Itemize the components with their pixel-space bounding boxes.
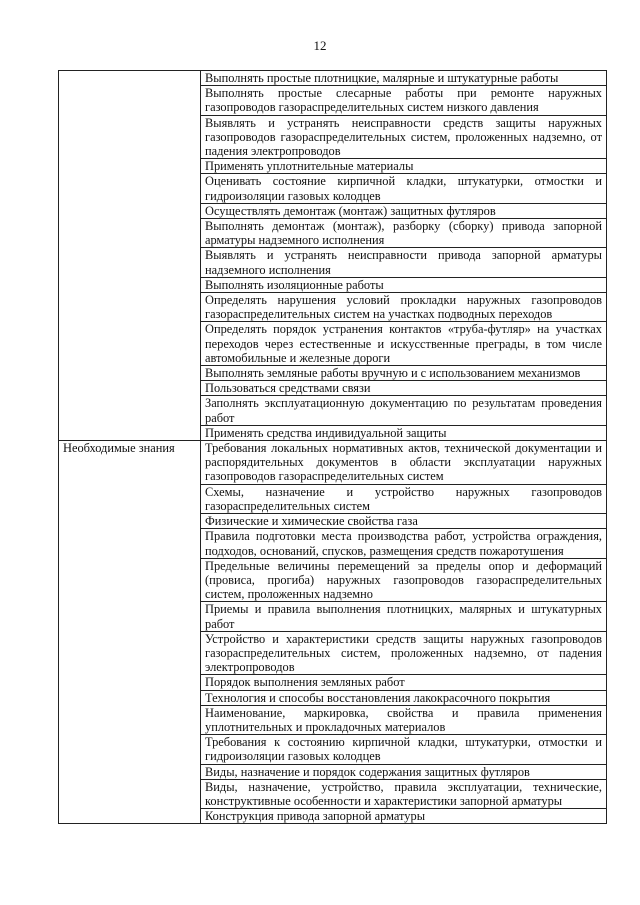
skill-item: Заполнять эксплуатационную документацию по результатам проведения работ: [201, 396, 607, 425]
knowledge-item: Виды, назначение, устройство, правила эксплуатации, технические, конструктивные особенности и характеристики запорной арматуры: [201, 779, 607, 808]
skill-item: Оценивать состояние кирпичной кладки, штукатурки, отмостки и гидроизоляции газовых колодцев: [201, 174, 607, 203]
knowledge-item: Порядок выполнения земляных работ: [201, 675, 607, 690]
knowledge-item: Схемы, назначение и устройство наружных газопроводов газораспределительных систем: [201, 484, 607, 513]
page-number: 12: [313, 38, 327, 53]
knowledge-item: Правила подготовки места производства работ, устройства ограждения, подходов, оснований, спусков, размещения средств пожаротушения: [201, 529, 607, 558]
knowledge-item: Физические и химические свойства газа: [201, 514, 607, 529]
knowledge-item: Конструкция привода запорной арматуры: [201, 809, 607, 824]
knowledge-item: Наименование, маркировка, свойства и правила применения уплотнительных и прокладочных материалов: [201, 705, 607, 734]
knowledge-section-label: Необходимые знания: [59, 441, 201, 824]
requirements-table-body: [59, 71, 607, 824]
knowledge-item: Требования локальных нормативных актов, технической документации и распорядительных документов в области эксплуатации наружных газопроводов газораспределительных систем: [201, 441, 607, 485]
skill-item: Выявлять и устранять неисправности привода запорной арматуры надземного исполнения: [201, 248, 607, 277]
skill-item: Выполнять изоляционные работы: [201, 277, 607, 292]
skill-item: Осуществлять демонтаж (монтаж) защитных футляров: [201, 203, 607, 218]
knowledge-item: Требования к состоянию кирпичной кладки, штукатурки, отмостки и гидроизоляции газовых колодцев: [201, 735, 607, 764]
skill-item: Выполнять простые плотницкие, малярные и штукатурные работы: [201, 71, 607, 86]
skill-item: Определять нарушения условий прокладки наружных газопроводов газораспределительных систем на участках подводных переходов: [201, 293, 607, 322]
knowledge-item: Приемы и правила выполнения плотницких, малярных и штукатурных работ: [201, 602, 607, 631]
skill-item: Пользоваться средствами связи: [201, 381, 607, 396]
skill-item: Выполнять земляные работы вручную и с использованием механизмов: [201, 366, 607, 381]
knowledge-item: Технология и способы восстановления лакокрасочного покрытия: [201, 690, 607, 705]
skills-section-label: [59, 71, 201, 441]
knowledge-item: Предельные величины перемещений за пределы опор и деформаций (провиса, прогиба) наружных газопроводов газораспределительных систем, проложенных надземно: [201, 558, 607, 602]
skill-item: Применять уплотнительные материалы: [201, 159, 607, 174]
knowledge-item: Устройство и характеристики средств защиты наружных газопроводов газораспределительных систем, проложенных надземно, от падения электропроводов: [201, 631, 607, 675]
skill-item: Применять средства индивидуальной защиты: [201, 425, 607, 440]
skill-item: Определять порядок устранения контактов «труба-футляр» на участках переходов через естественные и искусственные преграды, в том числе автомобильные и железные дороги: [201, 322, 607, 366]
table-row: [59, 441, 607, 485]
skill-item: Выполнять простые слесарные работы при ремонте наружных газопроводов газораспределительных систем низкого давления: [201, 86, 607, 115]
skill-item: Выполнять демонтаж (монтаж), разборку (сборку) привода запорной арматуры надземного исполнения: [201, 219, 607, 248]
knowledge-item: Виды, назначение и порядок содержания защитных футляров: [201, 764, 607, 779]
requirements-table: [58, 70, 607, 824]
skill-item: Выявлять и устранять неисправности средств защиты наружных газопроводов газораспределительных систем, проложенных надземно, от падения электропроводов: [201, 115, 607, 159]
table-row: [59, 71, 607, 86]
